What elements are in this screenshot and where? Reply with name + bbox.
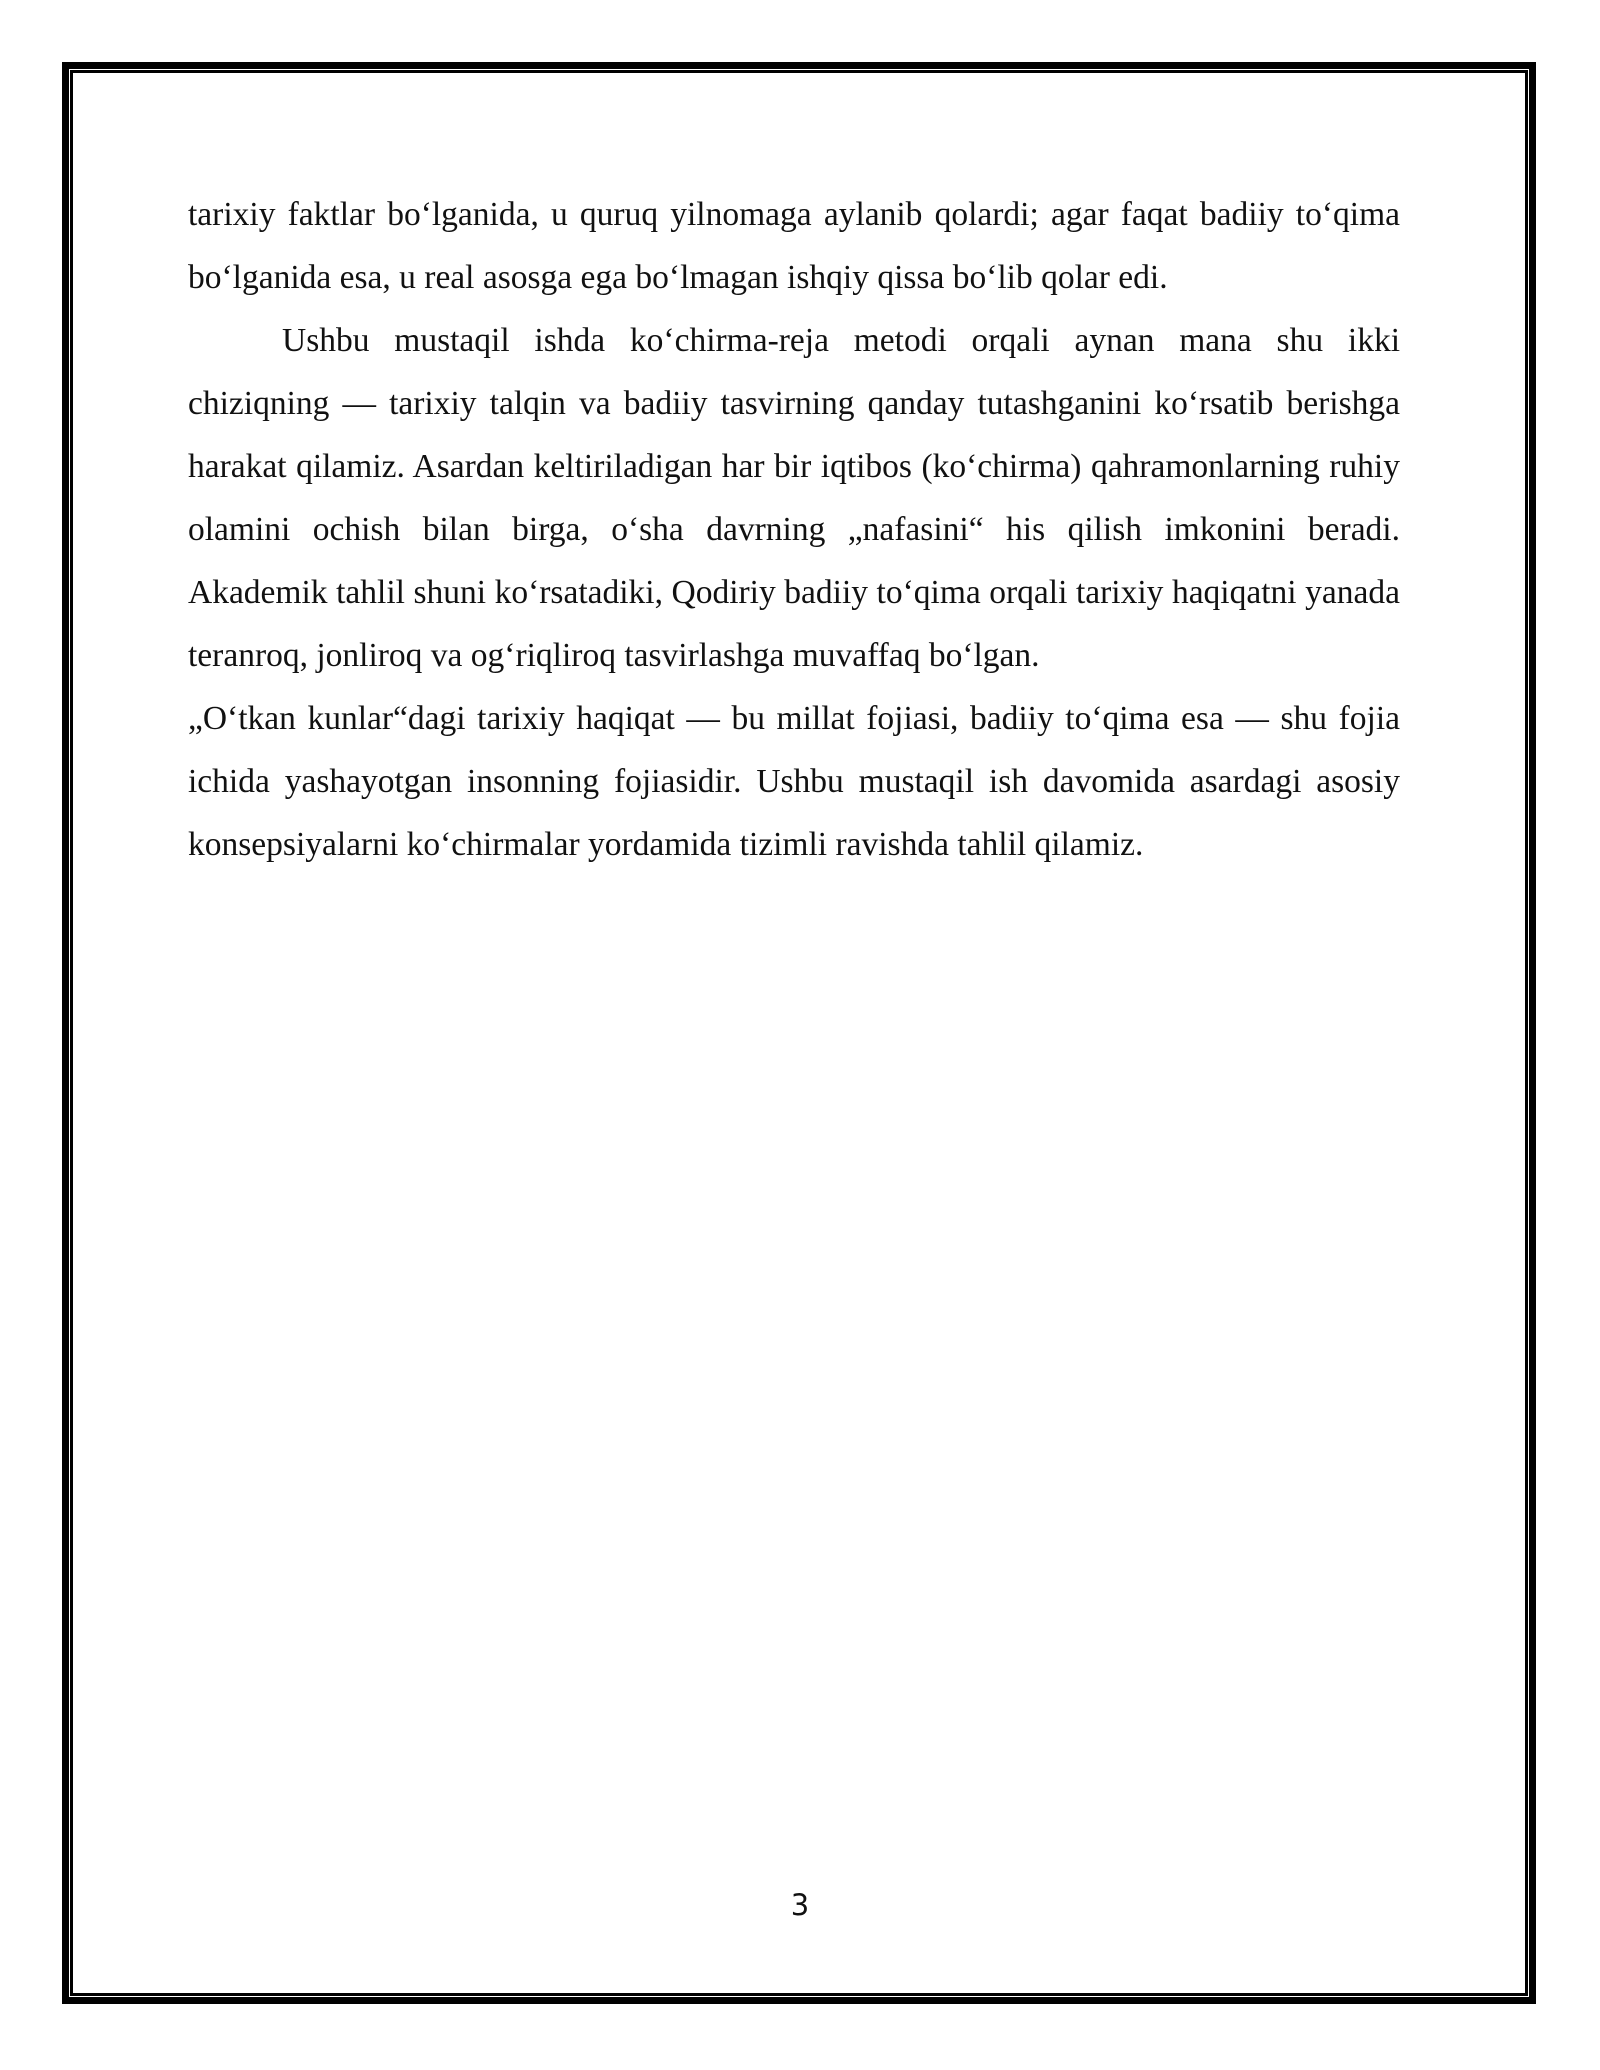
paragraph-method: Ushbu mustaqil ishda ko‘chirma-reja metodi orqali aynan mana shu ikki chiziqning — tarixiy talqin va badiiy tasvirning qanday tutashganini ko‘rsatib berishga harakat qilamiz. Asardan keltiriladigan har bir iqtibos (ko‘chirma) qahramonlarning ruhiy olamini ochish bilan birga, o‘sha davrning „nafasini“ his qilish imkonini beradi. Akademik tahlil shuni ko‘rsatadiki, Qodiriy badiiy to‘qima orqali tarixiy haqiqatni yanada teranroq, jonliroq va og‘riqliroq tasvirlashga muvaffaq bo‘lgan. <box>188 322 1400 674</box>
page-number: 3 <box>790 1888 810 1922</box>
paragraph-continuation: tarixiy faktlar bo‘lganida, u quruq yilnomaga aylanib qolardi; agar faqat badiiy to‘qima bo‘lganida esa, u real asosga ega bo‘lmagan ishqiy qissa bo‘lib qolar edi. <box>188 196 1400 296</box>
paragraph-conclusion: „O‘tkan kunlar“dagi tarixiy haqiqat — bu millat fojiasi, badiiy to‘qima esa — shu fojia ichida yashayotgan insonning fojiasidir. Ushbu mustaqil ish davomida asardagi asosiy konsepsiyalarni ko‘chirmalar yordamida tizimli ravishda tahlil qilamiz. <box>188 700 1400 863</box>
document-body <box>188 183 1400 876</box>
